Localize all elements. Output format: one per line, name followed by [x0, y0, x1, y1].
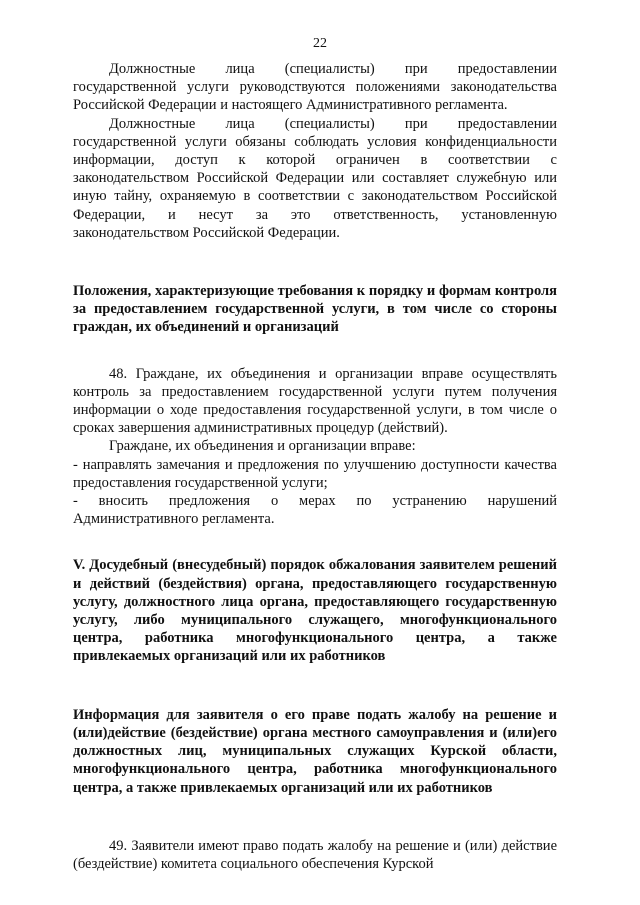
list-item: - вносить предложения о мерах по устранению нарушений Административного регламента. — [73, 493, 557, 528]
paragraph: Должностные лица (специалисты) при предоставлении государственной услуги обязаны соблюдать условия конфиденциальности информации, доступ к которой ограничен в соответствии с законодательством Российской Федерации или составляет служебную или иную тайну, охраняемую в соответствии с законодательством Российской Федерации, и несут за это ответственность, установленную законодательством Российской Федерации. — [73, 115, 557, 241]
section-heading-info: Информация для заявителя о его праве подать жалобу на решение и (или)действие (бездействие) органа местного самоуправления и (или)его должностных лиц, муниципальных служащих Курской области, многофункционального центра, работника многофункционального центра, а также привлекаемых организаций или их работников — [73, 706, 557, 796]
section-heading-v: V. Досудебный (внесудебный) порядок обжалования заявителем решений и действий (бездействия) органа, предоставляющего государственную услугу, должностного лица органа, предоставляющего государственную услугу, либо муниципального служащего, многофункционального центра, работника многофункционального центра, а также привлекаемых организаций или их работников — [73, 557, 557, 665]
page-number: 22 — [313, 36, 327, 51]
paragraph: Граждане, их объединения и организации вправе: — [109, 438, 416, 455]
document-body — [73, 60, 557, 873]
paragraph-48: 48. Граждане, их объединения и организации вправе осуществлять контроль за предоставлением государственной услуги путем получения информации о ходе предоставления государственной услуги, в том числе о сроках завершения административных процедур (действий). — [73, 365, 557, 437]
list-item: - направлять замечания и предложения по улучшению доступности качества предоставления государственной услуги; — [73, 456, 557, 491]
section-heading-control: Положения, характеризующие требования к порядку и формам контроля за предоставлением государственной услуги, в том числе со стороны граждан, их объединений и организаций — [73, 283, 557, 336]
paragraph-49: 49. Заявители имеют право подать жалобу на решение и (или) действие (бездействие) комитета социального обеспечения Курской — [73, 837, 557, 872]
paragraph: Должностные лица (специалисты) при предоставлении государственной услуги руководствуются положениями законодательства Российской Федерации и настоящего Административного регламента. — [73, 61, 557, 114]
